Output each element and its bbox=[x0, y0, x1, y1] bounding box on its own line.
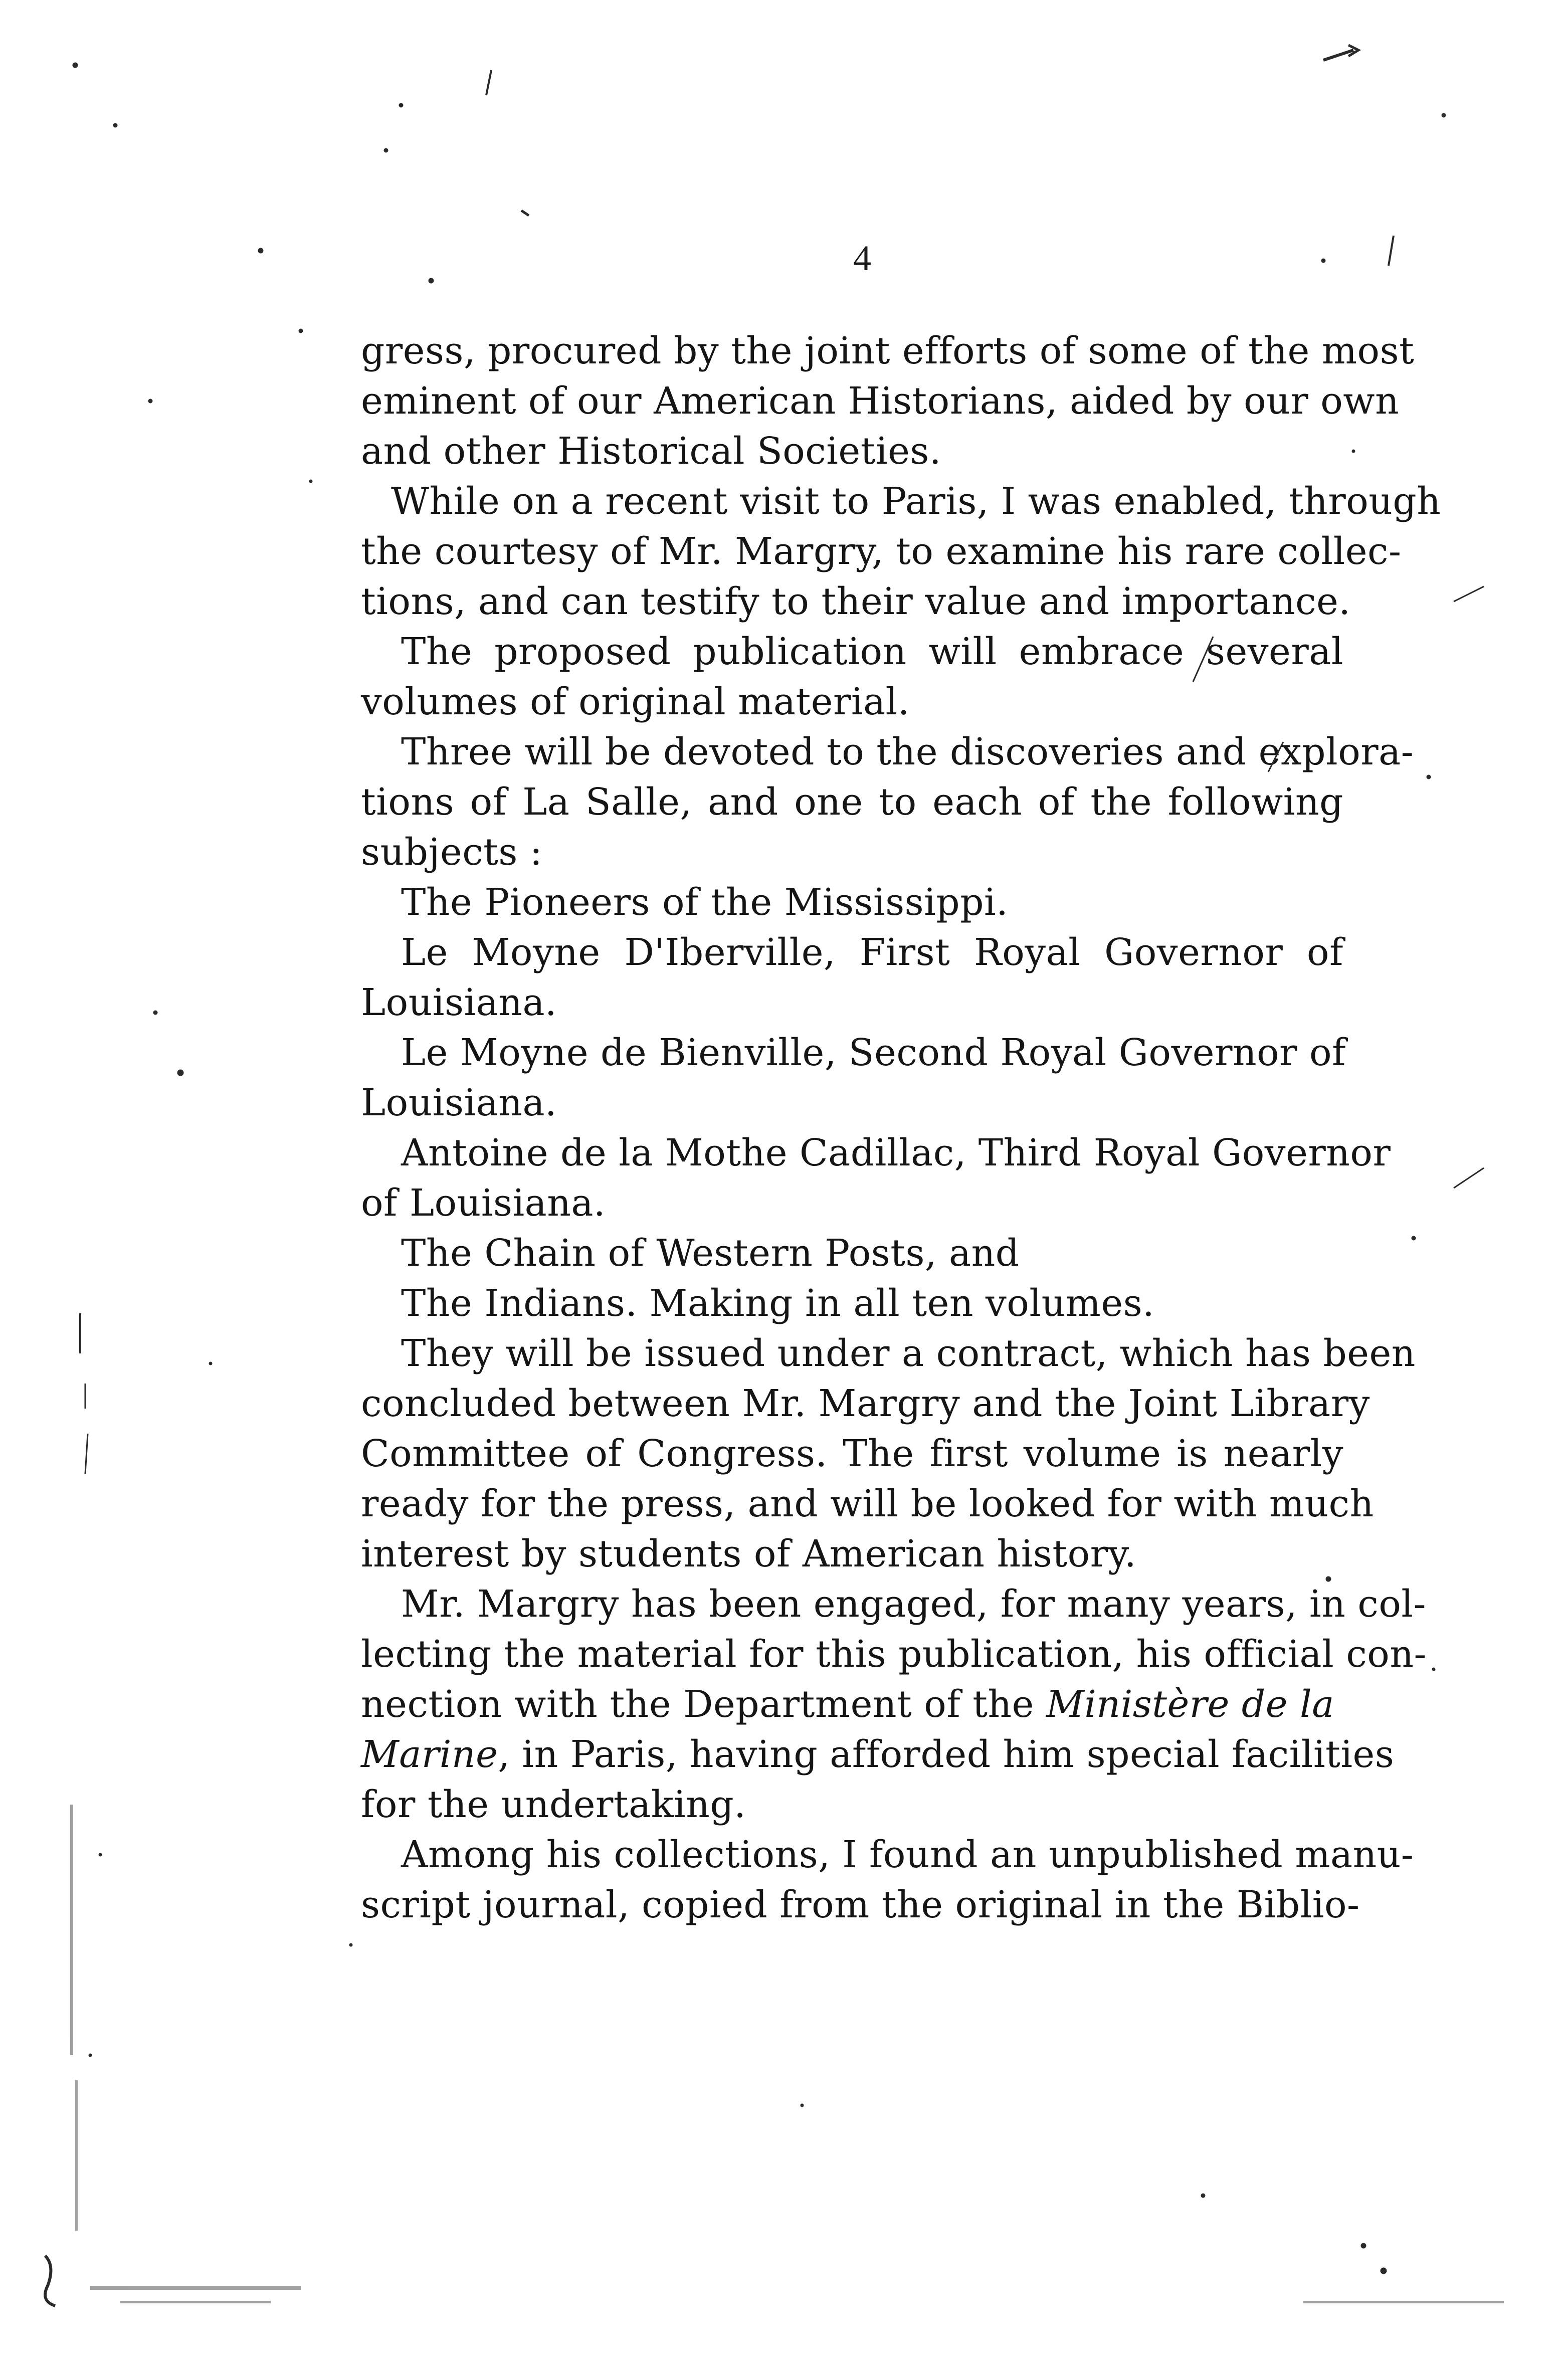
line-segment: nection with the Department of the bbox=[361, 1683, 1034, 1726]
line-text: They will be issued under a contract, which has been bbox=[401, 1332, 1416, 1375]
line-text: of Louisiana. bbox=[361, 1181, 606, 1225]
line-text: and other Historical Societies. bbox=[361, 430, 941, 473]
line-text: The proposed publication will embrace several bbox=[401, 630, 1343, 673]
line-text: tions of La Salle, and one to each of the following bbox=[361, 780, 1343, 824]
line-text: Le Moyne D'Iberville, First Royal Governor of bbox=[401, 931, 1343, 974]
line-text: interest by students of American history. bbox=[361, 1532, 1137, 1575]
line-text: eminent of our American Historians, aided by our own bbox=[361, 379, 1400, 423]
line-text: ready for the press, and will be looked for with much bbox=[361, 1482, 1374, 1525]
line-text: Antoine de la Mothe Cadillac, Third Royal Governor bbox=[401, 1131, 1391, 1174]
line-text: for the undertaking. bbox=[361, 1783, 746, 1826]
line-text: While on a recent visit to Paris, I was enabled, through bbox=[391, 480, 1441, 523]
line-text: Three will be devoted to the discoveries and explora- bbox=[401, 730, 1414, 773]
line-text: tions, and can testify to their value and importance. bbox=[361, 580, 1351, 623]
line-text: script journal, copied from the original in the Biblio- bbox=[361, 1883, 1360, 1926]
line-text: gress, procured by the joint efforts of some of the most bbox=[361, 329, 1415, 372]
line-text: Committee of Congress. The first volume is nearly bbox=[361, 1432, 1343, 1475]
line-text: Louisiana. bbox=[361, 1081, 557, 1124]
line-text: The Indians. Making in all ten volumes. bbox=[401, 1282, 1155, 1325]
line-text: Louisiana. bbox=[361, 981, 557, 1024]
line-text: Among his collections, I found an unpublished manu- bbox=[401, 1833, 1414, 1876]
line-segment: , in Paris, having afforded him special facilities bbox=[498, 1733, 1395, 1776]
line-text: volumes of original material. bbox=[361, 680, 910, 723]
line-text: The Chain of Western Posts, and bbox=[401, 1232, 1020, 1275]
italic-term: Marine bbox=[361, 1733, 498, 1776]
line-text: lecting the material for this publication, his official con- bbox=[361, 1633, 1427, 1676]
italic-term: Ministère de la bbox=[1046, 1683, 1334, 1726]
page-number: 4 bbox=[853, 238, 871, 278]
line-text: The Pioneers of the Mississippi. bbox=[401, 881, 1009, 924]
line-text: the courtesy of Mr. Margry, to examine his rare collec- bbox=[361, 530, 1402, 573]
line-text: concluded between Mr. Margry and the Joint Library bbox=[361, 1382, 1370, 1425]
line-text: Le Moyne de Bienville, Second Royal Governor of bbox=[401, 1031, 1346, 1074]
line-text: subjects : bbox=[361, 831, 543, 874]
line-text: Mr. Margry has been engaged, for many years, in col- bbox=[401, 1583, 1427, 1626]
